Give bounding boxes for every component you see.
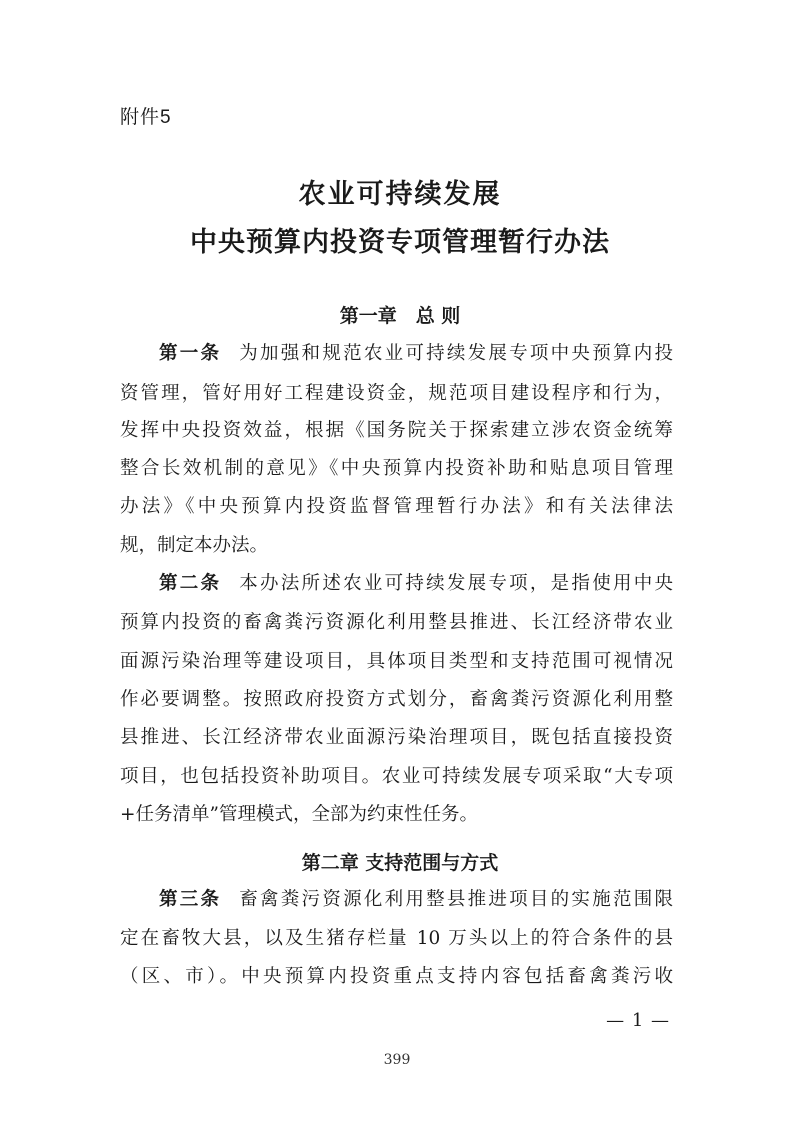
article-2-line-7: +任务清单”管理模式，全部为约束性任务。	[120, 804, 478, 825]
document-title-line-2: 中央预算内投资专项管理暂行办法	[190, 227, 610, 258]
article-1-label: 第一条	[159, 343, 222, 364]
article-3-line-2: 定在畜牧大县，以及生猪存栏量 10 万头以上的符合条件的县	[120, 928, 673, 949]
article-2-line-6: 项目，也包括投资补助项目。农业可持续发展专项采取“大专项	[120, 766, 673, 787]
article-2-line-2: 预算内投资的畜禽粪污资源化利用整县推进、长江经济带农业	[120, 612, 673, 633]
article-2-line-3: 面源污染治理等建设项目，具体项目类型和支持范围可视情况	[120, 651, 673, 672]
article-1-line-5: 办法》《中央预算内投资监督管理暂行办法》和有关法律法	[120, 496, 673, 517]
article-2-line-5: 县推进、长江经济带农业面源污染治理项目，既包括直接投资	[120, 727, 673, 748]
chapter-heading-2: 第二章 支持范围与方式	[301, 852, 499, 874]
article-1-line-4: 整合长效机制的意见》《中央预算内投资补助和贴息项目管理	[120, 458, 673, 479]
article-3-line-1	[159, 887, 673, 913]
article-2-line-4: 作必要调整。按照政府投资方式划分，畜禽粪污资源化利用整	[120, 689, 673, 710]
article-1-line-3: 发挥中央投资效益，根据《国务院关于探索建立涉农资金统筹	[120, 420, 673, 441]
article-2-line-1	[159, 571, 673, 597]
article-2-label: 第二条	[159, 573, 222, 594]
document-title-line-1: 农业可持续发展	[298, 179, 502, 210]
page-number: — 1 —	[606, 1010, 670, 1031]
article-1-line-6: 规，制定本办法。	[120, 535, 269, 556]
print-page-number: 399	[383, 1052, 411, 1068]
article-3-text-1: 畜禽粪污资源化利用整县推进项目的实施范围限	[239, 889, 673, 910]
article-1-text-1: 为加强和规范农业可持续发展专项中央预算内投	[239, 343, 673, 364]
article-2-text-1: 本办法所述农业可持续发展专项，是指使用中央	[239, 573, 673, 594]
article-3-label: 第三条	[159, 889, 222, 910]
attachment-label: 附件5	[120, 107, 172, 128]
chapter-heading-1: 第一章 总 则	[339, 305, 461, 327]
article-3-line-3: （区、市）。中央预算内投资重点支持内容包括畜禽粪污收	[120, 966, 673, 987]
article-1-line-2: 资管理，管好用好工程建设资金，规范项目建设程序和行为，	[120, 383, 673, 404]
article-1-line-1	[159, 341, 673, 367]
